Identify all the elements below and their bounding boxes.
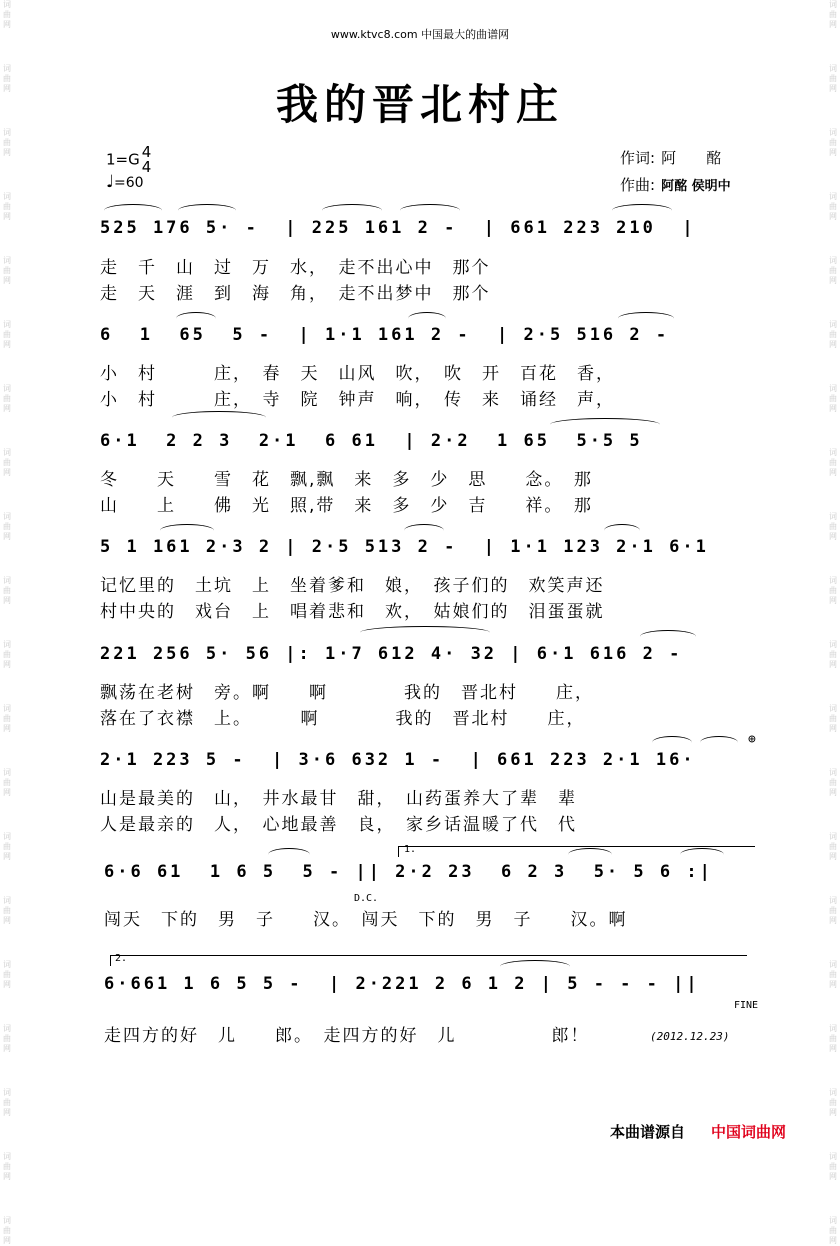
slur bbox=[172, 411, 266, 424]
slur bbox=[680, 848, 724, 861]
notation-row: 525 176 5· - | 225 161 2 - | 661 223 210 | bbox=[100, 218, 696, 238]
tempo-marking bbox=[106, 172, 144, 192]
watermark-text: 词 曲 网 bbox=[3, 1216, 11, 1245]
watermark-text: 词 曲 网 bbox=[829, 128, 837, 157]
watermark-text: 词 曲 网 bbox=[829, 576, 837, 605]
dc-marking: D.C. bbox=[354, 893, 379, 904]
lyric-line-1: 闯天 下的 男 子 汉。 闯天 下的 男 子 汉。啊 bbox=[104, 910, 628, 930]
watermark-strip-left bbox=[0, 0, 14, 1245]
lyric-line-2: 落在了衣襟 上。 啊 我的 晋北村 庄， bbox=[100, 709, 586, 729]
time-bottom: 4 bbox=[141, 158, 152, 176]
lyric-line-2: 小 村 庄， 寺 院 钟声 响， 传 来 诵经 声， bbox=[100, 390, 615, 410]
watermark-text: 词 曲 网 bbox=[3, 768, 11, 797]
watermark-text: 词 曲 网 bbox=[3, 384, 11, 413]
watermark-text: 词 曲 网 bbox=[3, 704, 11, 733]
lyric-line-1: 山是最美的 山， 井水最甘 甜， 山药蛋养大了辈 辈 bbox=[100, 789, 577, 809]
watermark-text: 词 曲 网 bbox=[829, 960, 837, 989]
watermark-text: 词 曲 网 bbox=[829, 768, 837, 797]
watermark-text: 词 曲 网 bbox=[829, 896, 837, 925]
footer-source-label: 本曲谱源自 bbox=[610, 1123, 686, 1141]
quarter-note-icon: ♩ bbox=[106, 172, 115, 192]
notation-row: 6·6 61 1 6 5 5 - || 2·2 23 6 2 3 5· 5 6 :| bbox=[104, 862, 713, 882]
lyric-line-1: 小 村 庄， 春 天 山风 吹， 吹 开 百花 香， bbox=[100, 364, 615, 384]
lyric-line-1: 记忆里的 土坑 上 坐着爹和 娘， 孩子们的 欢笑声还 bbox=[100, 576, 605, 596]
fine-marking: FINE bbox=[734, 1000, 759, 1011]
slur bbox=[360, 626, 490, 639]
footer-brand-link[interactable]: 中国词曲网 bbox=[711, 1123, 787, 1141]
watermark-text: 词 曲 网 bbox=[3, 640, 11, 669]
composer-credit bbox=[620, 174, 731, 195]
watermark-text: 词 曲 网 bbox=[3, 960, 11, 989]
watermark-text: 词 曲 网 bbox=[829, 64, 837, 93]
watermark-text: 词 曲 网 bbox=[829, 448, 837, 477]
slur bbox=[178, 204, 236, 217]
watermark-text: 词 曲 网 bbox=[829, 1088, 837, 1117]
lyric-line-1: 走四方的好 儿 郎。 走四方的好 儿 郎！ bbox=[104, 1026, 590, 1046]
slur bbox=[612, 204, 672, 217]
notation-row: 6 1 65 5 - | 1·1 161 2 - | 2·5 516 2 - bbox=[100, 325, 670, 345]
slur bbox=[640, 630, 696, 643]
slur bbox=[322, 204, 382, 217]
slur bbox=[618, 312, 674, 325]
lyric-line-1: 冬 天 雪 花 飘,飘 来 多 少 思 念。 那 bbox=[100, 470, 593, 490]
slur bbox=[500, 960, 570, 973]
watermark-text: 词 曲 网 bbox=[829, 1216, 837, 1245]
slur bbox=[408, 312, 446, 325]
lyric-line-2: 走 天 涯 到 海 角， 走不出梦中 那个 bbox=[100, 284, 491, 304]
key-note: 1=G bbox=[106, 150, 140, 169]
watermark-strip-right bbox=[826, 0, 840, 1245]
watermark-text: 词 曲 网 bbox=[3, 128, 11, 157]
watermark-text: 词 曲 网 bbox=[829, 384, 837, 413]
watermark-text: 词 曲 网 bbox=[3, 0, 11, 29]
first-ending-label: 1. bbox=[404, 844, 417, 855]
slur bbox=[104, 204, 162, 217]
site-header[interactable]: www.ktvc8.com 中国最大的曲谱网 bbox=[330, 28, 510, 41]
slur bbox=[652, 736, 692, 749]
notation-row: 221 256 5· 56 |: 1·7 612 4· 32 | 6·1 616 2 - bbox=[100, 644, 683, 664]
watermark-text: 词 曲 网 bbox=[829, 256, 837, 285]
watermark-text: 词 曲 网 bbox=[829, 832, 837, 861]
watermark-text: 词 曲 网 bbox=[3, 832, 11, 861]
composer-label: 作曲: bbox=[620, 176, 656, 194]
lyric-line-2: 山 上 佛 光 照,带 来 多 少 吉 祥。 那 bbox=[100, 496, 593, 516]
second-ending-label: 2. bbox=[115, 953, 128, 964]
coda-sign: ⊕ bbox=[748, 732, 756, 747]
watermark-text: 词 曲 网 bbox=[3, 1152, 11, 1181]
slur bbox=[160, 524, 214, 537]
watermark-text: 词 曲 网 bbox=[3, 448, 11, 477]
time-top: 4 bbox=[141, 143, 152, 161]
watermark-text: 词 曲 网 bbox=[829, 0, 837, 29]
notation-row: 6·661 1 6 5 5 - | 2·221 2 6 1 2 | 5 - - - || bbox=[104, 974, 700, 994]
lyricist-credit bbox=[620, 147, 721, 168]
date-note: (2012.12.23) bbox=[650, 1030, 730, 1043]
tempo-value: =60 bbox=[114, 175, 144, 191]
slur bbox=[568, 848, 612, 861]
watermark-text: 词 曲 网 bbox=[829, 1152, 837, 1181]
slur bbox=[400, 204, 460, 217]
watermark-text: 词 曲 网 bbox=[3, 256, 11, 285]
watermark-text: 词 曲 网 bbox=[3, 1088, 11, 1117]
watermark-text: 词 曲 网 bbox=[829, 512, 837, 541]
lyric-line-2: 村中央的 戏台 上 唱着悲和 欢， 姑娘们的 泪蛋蛋就 bbox=[100, 602, 605, 622]
slur bbox=[176, 312, 216, 325]
lyricist-label: 作词: bbox=[620, 149, 656, 167]
watermark-text: 词 曲 网 bbox=[3, 512, 11, 541]
slur bbox=[700, 736, 738, 749]
watermark-text: 词 曲 网 bbox=[829, 640, 837, 669]
time-signature bbox=[142, 145, 152, 175]
notation-row: 6·1 2 2 3 2·1 6 61 | 2·2 1 65 5·5 5 bbox=[100, 431, 643, 451]
footer-source bbox=[610, 1121, 786, 1142]
watermark-text: 词 曲 网 bbox=[3, 192, 11, 221]
lyricist-name: 阿 酩 bbox=[661, 149, 722, 167]
watermark-text: 词 曲 网 bbox=[829, 704, 837, 733]
second-ending-bracket bbox=[110, 955, 747, 966]
key-signature bbox=[106, 145, 151, 175]
watermark-text: 词 曲 网 bbox=[829, 1024, 837, 1053]
slur bbox=[404, 524, 444, 537]
slur bbox=[550, 418, 660, 431]
watermark-text: 词 曲 网 bbox=[3, 896, 11, 925]
composer-name: 阿酩 侯明中 bbox=[661, 179, 731, 194]
slur bbox=[268, 848, 310, 861]
watermark-text: 词 曲 网 bbox=[3, 320, 11, 349]
watermark-text: 词 曲 网 bbox=[829, 192, 837, 221]
watermark-text: 词 曲 网 bbox=[3, 1024, 11, 1053]
watermark-text: 词 曲 网 bbox=[3, 64, 11, 93]
song-title: 我的晋北村庄 bbox=[275, 80, 564, 129]
lyric-line-1: 飘荡在老树 旁。啊 啊 我的 晋北村 庄， bbox=[100, 683, 594, 703]
lyric-line-1: 走 千 山 过 万 水， 走不出心中 那个 bbox=[100, 258, 491, 278]
lyric-line-2: 人是最亲的 人， 心地最善 良， 家乡话温暖了代 代 bbox=[100, 815, 577, 835]
slur bbox=[604, 524, 640, 537]
watermark-text: 词 曲 网 bbox=[829, 320, 837, 349]
watermark-text: 词 曲 网 bbox=[3, 576, 11, 605]
notation-row: 5 1 161 2·3 2 | 2·5 513 2 - | 1·1 123 2·1 6·1 bbox=[100, 537, 709, 557]
notation-row: 2·1 223 5 - | 3·6 632 1 - | 661 223 2·1 16· bbox=[100, 750, 696, 770]
